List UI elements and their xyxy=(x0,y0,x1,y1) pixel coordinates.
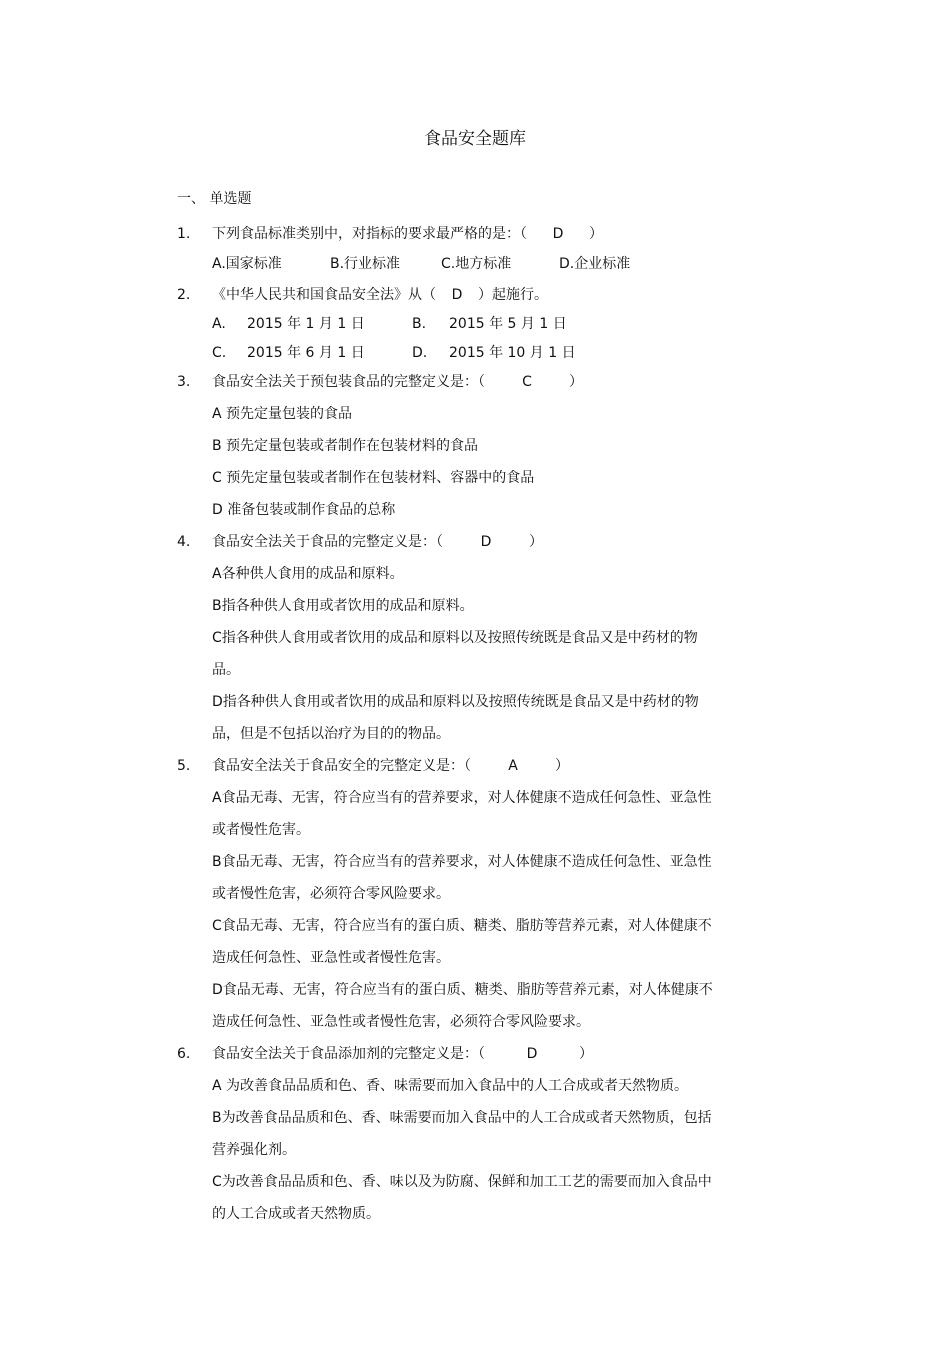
question-5-text: 食品安全法关于食品安全的完整定义是：（ xyxy=(212,758,471,774)
question-2-text-pre: 《中华人民共和国食品安全法》从（ xyxy=(212,287,436,303)
question-1-stem xyxy=(212,224,603,244)
question-6-number: 6. xyxy=(177,1046,191,1062)
question-4-close: ） xyxy=(529,534,543,550)
question-6-line-3: 营养强化剂。 xyxy=(212,1142,296,1158)
question-3-option-a: A 预先定量包装的食品 xyxy=(212,406,353,422)
question-2-option-a-text: 2015 年 1 月 1 日 xyxy=(247,316,365,332)
question-6-answer: D xyxy=(526,1046,538,1062)
question-5-line-2: 或者慢性危害。 xyxy=(212,822,310,838)
question-4-line-3: C指各种供人食用或者饮用的成品和原料以及按照传统既是食品又是中药材的物 xyxy=(212,630,698,646)
question-5-line-7: D食品无毒、无害，符合应当有的蛋白质、糖类、脂肪等营养元素，对人体健康不 xyxy=(212,982,713,998)
question-6-line-5: 的人工合成或者天然物质。 xyxy=(212,1206,380,1222)
question-3-close: ） xyxy=(569,374,583,390)
question-6-line-1: A 为改善食品品质和色、香、味需要而加入食品中的人工合成或者天然物质。 xyxy=(212,1078,689,1094)
question-6-close: ） xyxy=(579,1046,593,1062)
question-6-line-4: C为改善食品品质和色、香、味以及为防腐、保鲜和加工工艺的需要而加入食品中 xyxy=(212,1174,712,1190)
question-2-option-d-label: D. xyxy=(412,345,428,361)
question-3-option-c: C 预先定量包装或者制作在包装材料、容器中的食品 xyxy=(212,470,535,486)
question-4-line-6: 品，但是不包括以治疗为目的的物品。 xyxy=(212,726,450,742)
question-5-line-1: A食品无毒、无害，符合应当有的营养要求，对人体健康不造成任何急性、亚急性 xyxy=(212,790,712,806)
question-1-answer: D xyxy=(552,226,564,242)
question-2-option-b-text: 2015 年 5 月 1 日 xyxy=(449,316,567,332)
question-1-close: ） xyxy=(589,226,603,242)
question-2-option-b-label: B. xyxy=(412,316,427,332)
question-1-option-b: B.行业标准 xyxy=(330,256,401,272)
question-2-option-a-label: A. xyxy=(212,316,226,332)
question-6-text: 食品安全法关于食品添加剂的完整定义是：（ xyxy=(212,1046,485,1062)
question-1-number: 1. xyxy=(177,226,191,242)
question-2-option-c-text: 2015 年 6 月 1 日 xyxy=(247,345,365,361)
question-4-line-1: A各种供人食用的成品和原料。 xyxy=(212,566,404,582)
question-2-option-c-label: C. xyxy=(212,345,227,361)
question-2-answer: D xyxy=(451,287,463,303)
question-5-line-8: 造成任何急性、亚急性或者慢性危害，必须符合零风险要求。 xyxy=(212,1014,590,1030)
document-title: 食品安全题库 xyxy=(424,129,526,149)
question-4-line-5: D指各种供人食用或者饮用的成品和原料以及按照传统既是食品又是中药材的物 xyxy=(212,694,699,710)
question-3-number: 3. xyxy=(177,374,191,390)
question-3-text: 食品安全法关于预包装食品的完整定义是：（ xyxy=(212,374,485,390)
question-3-answer: C xyxy=(522,374,532,390)
question-1-option-d: D.企业标准 xyxy=(559,256,631,272)
question-1-option-c: C.地方标准 xyxy=(441,256,512,272)
question-3-option-b: B 预先定量包装或者制作在包装材料的食品 xyxy=(212,438,479,454)
question-4-text: 食品安全法关于食品的完整定义是：（ xyxy=(212,534,443,550)
question-1-option-a: A.国家标准 xyxy=(212,256,282,272)
question-2-text-post: ）起施行。 xyxy=(478,287,548,303)
question-3-stem xyxy=(212,372,583,392)
question-4-stem xyxy=(212,532,543,552)
question-5-stem xyxy=(212,756,569,776)
question-3-option-d: D 准备包装或制作食品的总称 xyxy=(212,502,396,518)
question-4-line-4: 品。 xyxy=(212,662,240,678)
question-2-number: 2. xyxy=(177,287,191,303)
question-5-line-4: 或者慢性危害，必须符合零风险要求。 xyxy=(212,886,450,902)
question-4-number: 4. xyxy=(177,534,191,550)
question-5-line-5: C食品无毒、无害，符合应当有的蛋白质、糖类、脂肪等营养元素，对人体健康不 xyxy=(212,918,712,934)
question-4-answer: D xyxy=(480,534,492,550)
question-5-line-3: B食品无毒、无害，符合应当有的营养要求，对人体健康不造成任何急性、亚急性 xyxy=(212,854,712,870)
question-5-number: 5. xyxy=(177,758,191,774)
question-2-option-d-text: 2015 年 10 月 1 日 xyxy=(449,345,576,361)
section-heading: 一、 单选题 xyxy=(177,191,252,207)
question-2-stem xyxy=(212,285,548,305)
question-6-line-2: B为改善食品品质和色、香、味需要而加入食品中的人工合成或者天然物质，包括 xyxy=(212,1110,712,1126)
question-5-answer: A xyxy=(508,758,518,774)
question-5-line-6: 造成任何急性、亚急性或者慢性危害。 xyxy=(212,950,450,966)
question-1-text: 下列食品标准类别中，对指标的要求最严格的是：（ xyxy=(212,226,527,242)
question-5-close: ） xyxy=(555,758,569,774)
question-4-line-2: B指各种供人食用或者饮用的成品和原料。 xyxy=(212,598,474,614)
question-6-stem xyxy=(212,1044,593,1064)
